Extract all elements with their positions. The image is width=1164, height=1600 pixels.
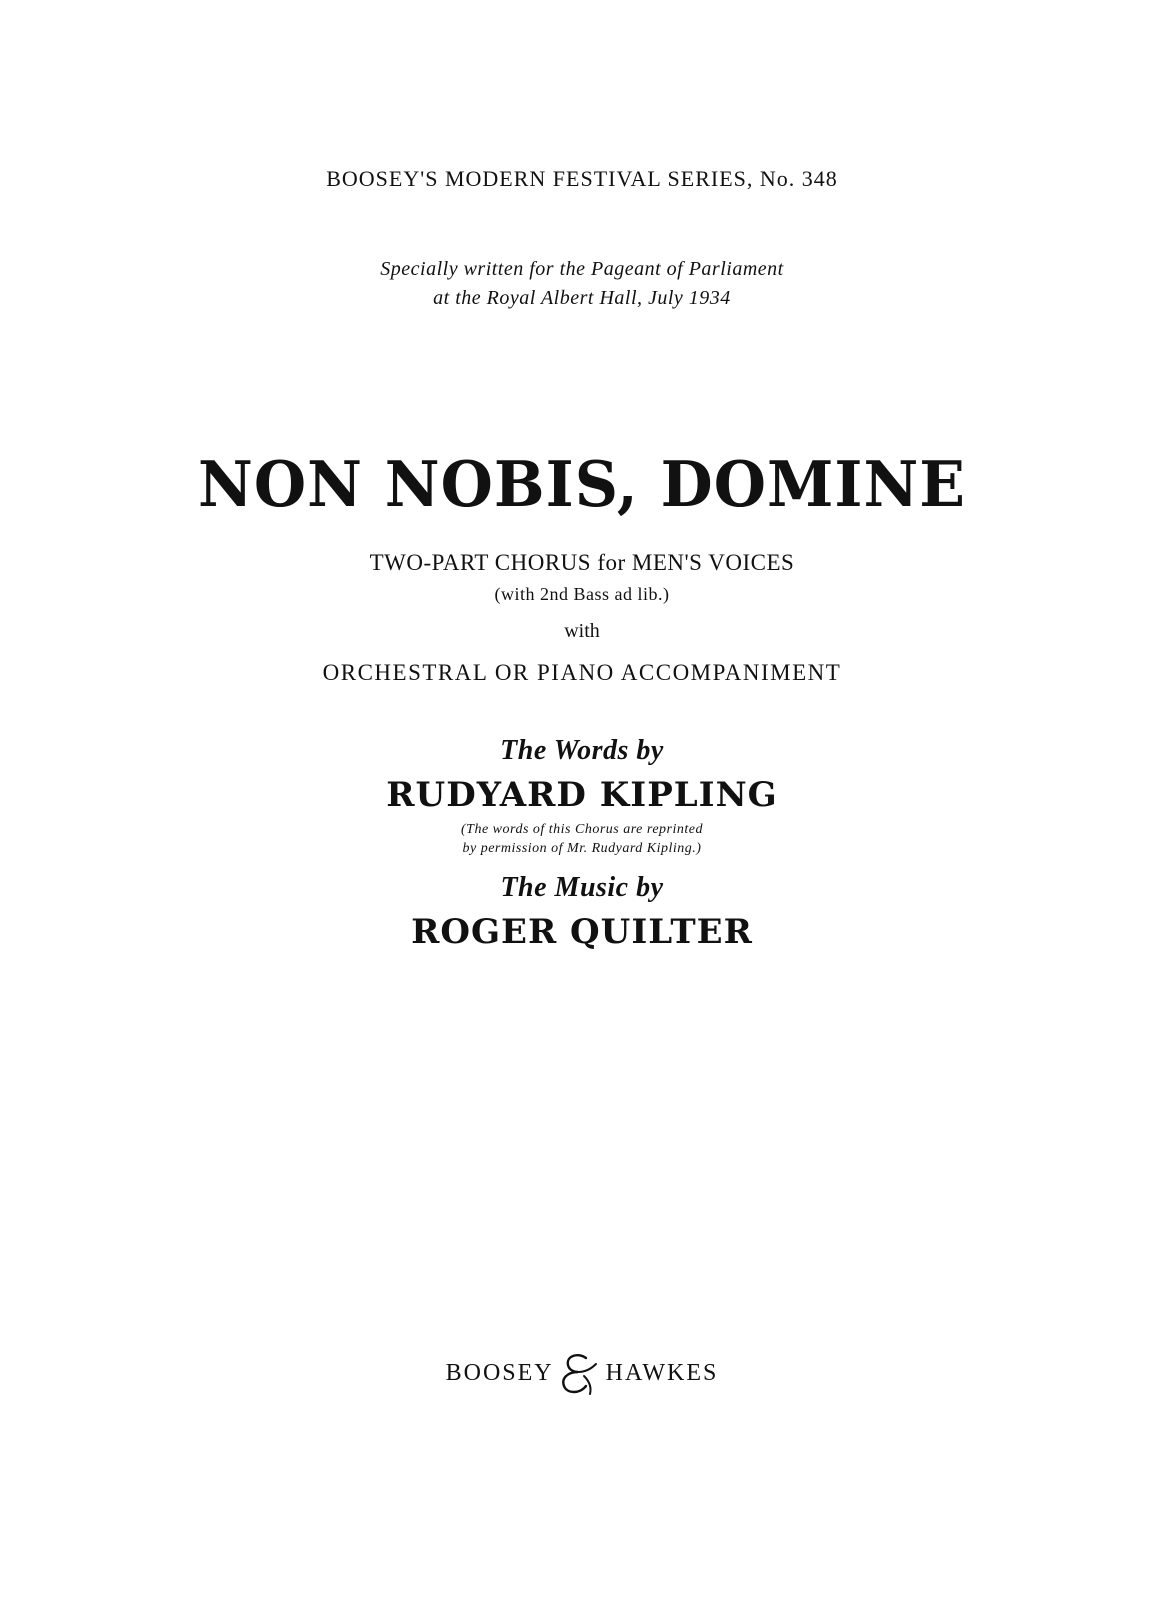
subtitle-voices: TWO-PART CHORUS for MEN'S VOICES: [369, 550, 795, 575]
page-title: NON NOBIS, DOMINE: [197, 448, 967, 522]
subtitle-with: with: [564, 620, 600, 642]
composer-name: ROGER QUILTER: [411, 912, 753, 952]
publisher-logo: [0, 1350, 1164, 1396]
publisher-name-right: HAWKES: [605, 1359, 719, 1386]
words-label: The Words by: [500, 735, 664, 766]
dedication-line-1: Specially written for the Pageant of Parliament: [380, 258, 784, 280]
lyricist-name: RUDYARD KIPLING: [386, 775, 778, 815]
music-label: The Music by: [500, 872, 664, 903]
dedication-line-2: at the Royal Albert Hall, July 1934: [433, 287, 731, 309]
subtitle-bass-note: (with 2nd Bass ad lib.): [494, 584, 670, 604]
permission-note-line-2: by permission of Mr. Rudyard Kipling.): [462, 841, 702, 856]
permission-note-line-1: (The words of this Chorus are reprinted: [461, 822, 703, 837]
publisher-name-left: BOOSEY: [445, 1359, 554, 1386]
ampersand-logo-icon: [556, 1350, 604, 1396]
series-heading: BOOSEY'S MODERN FESTIVAL SERIES, No. 348: [326, 166, 838, 191]
subtitle-accompaniment: ORCHESTRAL OR PIANO ACCOMPANIMENT: [322, 660, 842, 685]
